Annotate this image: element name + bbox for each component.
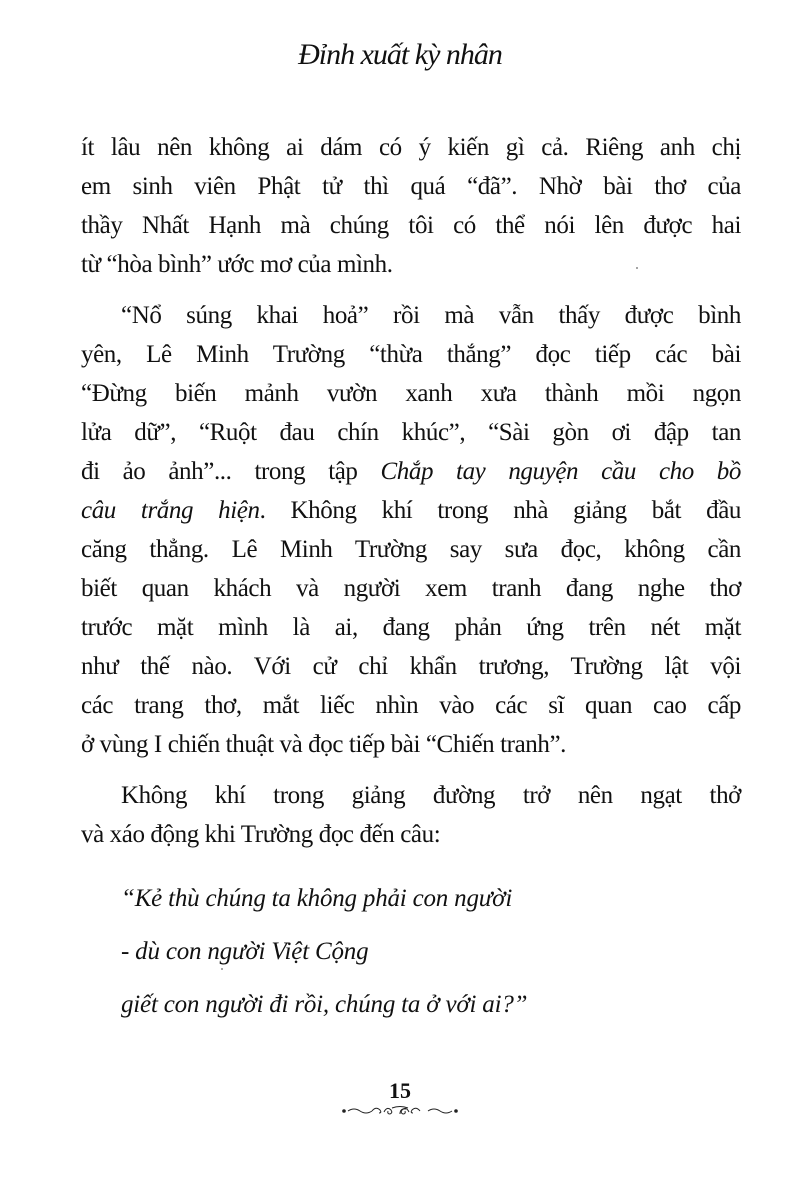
book-title-italic: câu trắng hiện <box>81 497 260 524</box>
text-line: ở vùng I chiến thuật và đọc tiếp bài “Chiến tranh”. <box>81 731 567 758</box>
book-title-italic: Chắp tay nguyện cầu cho bồ <box>380 458 741 485</box>
text-line: các trang thơ, mắt liếc nhìn vào các sĩ quan cao cấp <box>81 692 741 719</box>
text-line: “Đừng biến mảnh vườn xanh xưa thành mồi ngọn <box>81 380 741 407</box>
print-speck <box>221 968 223 970</box>
paragraph-2 <box>81 296 741 764</box>
text-line: và xáo động khi Trường đọc đến câu: <box>81 821 441 848</box>
text-line: em sinh viên Phật tử thì quá “đã”. Nhờ bài thơ của <box>81 173 741 200</box>
paragraph-1 <box>81 128 741 284</box>
text-line: từ “hòa bình” ước mơ của mình. <box>81 251 393 278</box>
text-line: biết quan khách và người xem tranh đang nghe thơ <box>81 575 741 602</box>
text-line: ít lâu nên không ai dám có ý kiến gì cả. Riêng anh chị <box>81 134 741 161</box>
text-line: “Nổ súng khai hoả” rồi mà vẫn thấy được bình <box>121 302 741 329</box>
text-line <box>81 491 741 530</box>
page-number: 15 <box>389 1078 411 1103</box>
verse-line: - dù con người Việt Cộng <box>121 938 369 965</box>
text-line: như thế nào. Với cử chỉ khẩn trương, Trường lật vội <box>81 653 741 680</box>
text-line: trước mặt mình là ai, đang phản ứng trên nét mặt <box>81 614 741 641</box>
text-segment: đi ảo ảnh”... trong tập <box>81 458 381 485</box>
text-segment: . Không khí trong nhà giảng bắt đầu <box>259 497 741 524</box>
paragraph-3 <box>81 776 741 854</box>
text-line: thầy Nhất Hạnh mà chúng tôi có thể nói lên được hai <box>81 212 741 239</box>
verse-line: giết con người đi rồi, chúng ta ở với ai?” <box>121 991 528 1018</box>
text-line: yên, Lê Minh Trường “thừa thắng” đọc tiếp các bài <box>81 341 741 368</box>
verse-quote <box>121 872 527 1031</box>
running-header-title: Đỉnh xuất kỳ nhân <box>298 38 502 71</box>
page-body <box>81 128 741 854</box>
print-speck <box>636 267 638 269</box>
text-line: căng thẳng. Lê Minh Trường say sưa đọc, không cần <box>81 536 741 563</box>
flourish-ornament-icon <box>340 1104 460 1118</box>
verse-line: “Kẻ thù chúng ta không phải con người <box>121 885 513 912</box>
text-line: Không khí trong giảng đường trở nên ngạt thở <box>121 782 741 809</box>
text-line <box>81 452 741 491</box>
text-line: lửa dữ”, “Ruột đau chín khúc”, “Sài gòn ơi đập tan <box>81 419 741 446</box>
